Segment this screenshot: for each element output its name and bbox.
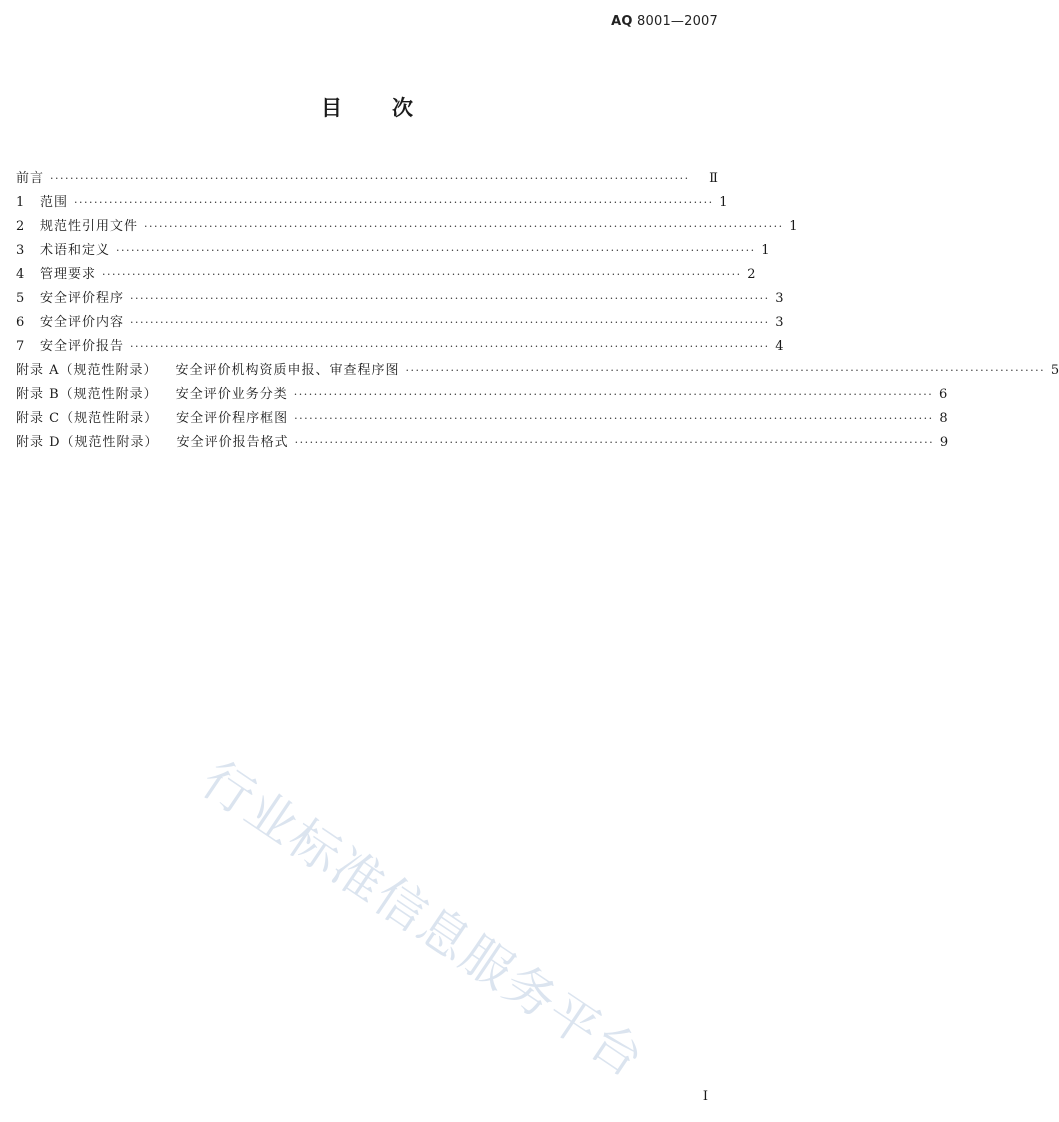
toc-entry-evaluation-report[interactable] xyxy=(16,335,784,359)
appendix-prefix: 附录 D（规范性附录） xyxy=(16,435,159,450)
toc-entry-number: 5 xyxy=(16,291,25,306)
appendix-title: 安全评价机构资质申报、审查程序图 xyxy=(175,363,400,378)
appendix-label xyxy=(16,407,288,431)
toc-entry-label: 安全评价内容 xyxy=(40,315,125,330)
toc-leader: ································································································································ xyxy=(294,436,935,449)
toc-entry-page: 2 xyxy=(747,267,756,282)
watermark: 行业标准信息服务平台 xyxy=(191,750,656,1090)
toc-entry-label: 范围 xyxy=(40,195,69,210)
toc-entry-foreword[interactable] xyxy=(16,167,718,191)
toc-entry-normative-references[interactable] xyxy=(16,215,798,239)
toc-entry-page: Ⅱ xyxy=(709,171,718,186)
appendix-title: 安全评价报告格式 xyxy=(176,435,289,450)
toc-leader: ································································································································ xyxy=(130,292,770,305)
toc-entry-page: 8 xyxy=(939,411,948,426)
toc-entry-label: 前言 xyxy=(16,171,45,186)
toc-entry-page: 4 xyxy=(775,339,784,354)
toc-entry-page: 6 xyxy=(938,387,948,402)
appendix-label xyxy=(16,359,400,383)
toc-entry-label: 术语和定义 xyxy=(40,243,111,258)
toc-entry-evaluation-content[interactable] xyxy=(16,311,784,335)
toc-entry-label: 安全评价报告 xyxy=(40,339,125,354)
title-char-2: 次 xyxy=(392,96,413,120)
standard-code xyxy=(611,14,718,29)
toc-entry-number: 3 xyxy=(16,243,25,258)
toc-entry-page: 1 xyxy=(719,195,728,210)
page-number: I xyxy=(702,1089,708,1104)
toc-entry-label: 安全评价程序 xyxy=(40,291,125,306)
toc-entry-number: 6 xyxy=(16,315,25,330)
table-of-contents xyxy=(16,167,1059,455)
appendix-label xyxy=(16,383,288,407)
toc-entry-appendix-c[interactable] xyxy=(16,407,948,431)
toc-entry-page: 9 xyxy=(939,435,949,450)
toc-entry-label: 管理要求 xyxy=(40,267,97,282)
toc-leader: ································································································································ xyxy=(116,244,756,257)
standard-number: 8001—2007 xyxy=(637,14,718,29)
title-char-1: 目 xyxy=(321,96,342,120)
page-title xyxy=(0,92,734,122)
appendix-prefix: 附录 B（规范性附录） xyxy=(16,387,158,402)
toc-entry-appendix-b[interactable] xyxy=(16,383,948,407)
appendix-prefix: 附录 C（规范性附录） xyxy=(16,411,159,426)
toc-entry-page: 5 xyxy=(1050,363,1059,378)
toc-entry-evaluation-procedure[interactable] xyxy=(16,287,784,311)
toc-entry-number: 4 xyxy=(16,267,25,282)
appendix-title: 安全评价业务分类 xyxy=(175,387,288,402)
toc-leader: ································································································································ xyxy=(50,172,690,185)
toc-entry-appendix-d[interactable] xyxy=(16,431,949,455)
toc-entry-number: 1 xyxy=(16,195,25,210)
appendix-prefix: 附录 A（规范性附录） xyxy=(16,363,158,378)
toc-entry-page: 1 xyxy=(789,219,798,234)
toc-leader: ································································································································ xyxy=(102,268,742,281)
appendix-title: 安全评价程序框图 xyxy=(176,411,289,426)
toc-entry-label: 规范性引用文件 xyxy=(40,219,139,234)
toc-leader: ································································································································ xyxy=(74,196,714,209)
standard-prefix: AQ xyxy=(611,14,633,29)
toc-leader: ································································································································ xyxy=(405,364,1046,377)
toc-leader: ································································································································ xyxy=(144,220,784,233)
toc-entry-page: 3 xyxy=(775,291,784,306)
toc-leader: ································································································································ xyxy=(130,316,770,329)
toc-leader: ································································································································ xyxy=(293,388,934,401)
appendix-label xyxy=(16,431,289,455)
toc-entry-page: 1 xyxy=(761,243,770,258)
toc-entry-management-requirements[interactable] xyxy=(16,263,756,287)
toc-entry-number: 2 xyxy=(16,219,25,234)
toc-entry-appendix-a[interactable] xyxy=(16,359,1059,383)
toc-leader: ································································································································ xyxy=(130,340,770,353)
toc-entry-number: 7 xyxy=(16,339,25,354)
toc-entry-terms-definitions[interactable] xyxy=(16,239,770,263)
toc-leader: ································································································································ xyxy=(294,412,934,425)
toc-entry-page: 3 xyxy=(775,315,784,330)
toc-entry-scope[interactable] xyxy=(16,191,728,215)
